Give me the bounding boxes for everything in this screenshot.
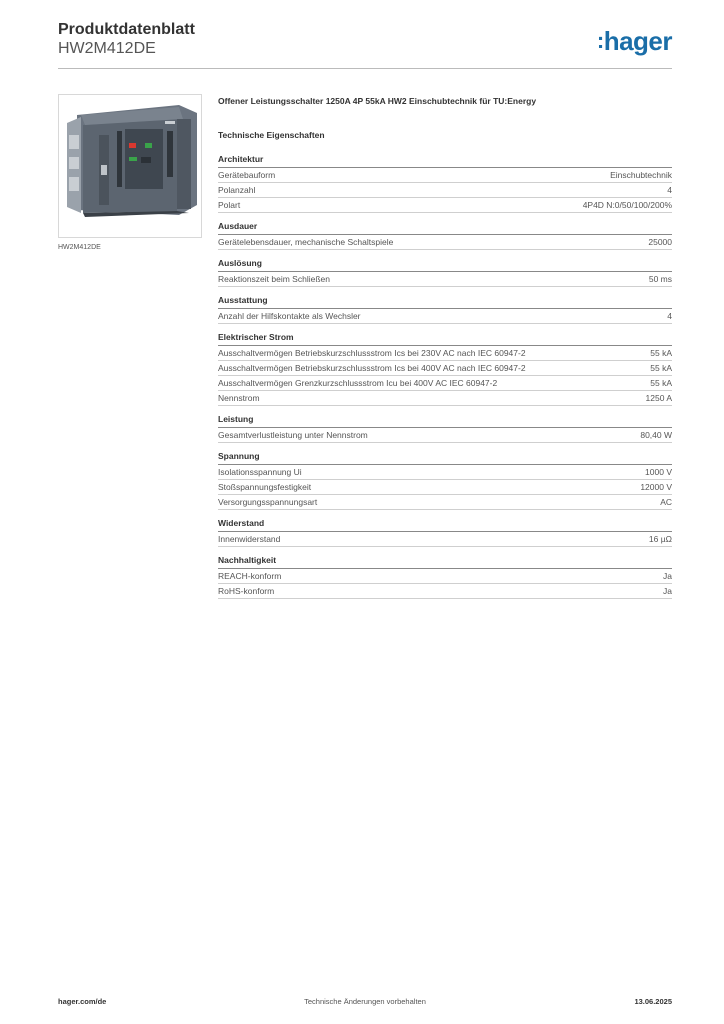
spec-group-title: Nachhaltigkeit — [218, 555, 672, 569]
spec-row — [218, 346, 672, 361]
spec-value: AC — [660, 497, 672, 507]
spec-row — [218, 495, 672, 510]
spec-row — [218, 198, 672, 213]
spec-group — [218, 555, 672, 599]
spec-row — [218, 376, 672, 391]
hager-logo — [597, 26, 672, 57]
spec-label: REACH-konform — [218, 571, 282, 581]
logo-text: hager — [603, 26, 672, 56]
spec-row — [218, 428, 672, 443]
spec-label: Anzahl der Hilfskontakte als Wechsler — [218, 311, 361, 321]
document-subtitle: HW2M412DE — [58, 40, 156, 57]
spec-label: Reaktionszeit beim Schließen — [218, 274, 330, 284]
spec-group — [218, 154, 672, 213]
spec-row — [218, 272, 672, 287]
spec-group-title: Widerstand — [218, 518, 672, 532]
spec-group — [218, 451, 672, 510]
spec-value: 4P4D N:0/50/100/200% — [582, 200, 672, 210]
spec-group — [218, 332, 672, 406]
spec-value: 25000 — [648, 237, 672, 247]
spec-value: 12000 V — [640, 482, 672, 492]
spec-value: 4 — [667, 185, 672, 195]
spec-group-title: Ausdauer — [218, 221, 672, 235]
circuit-breaker-image — [59, 95, 201, 237]
spec-row — [218, 584, 672, 599]
spec-label: Ausschaltvermögen Grenzkurzschlussstrom Icu bei 400V AC IEC 60947-2 — [218, 378, 498, 388]
spec-value: 4 — [667, 311, 672, 321]
spec-row — [218, 183, 672, 198]
spec-value: 55 kA — [650, 348, 672, 358]
spec-label: Polart — [218, 200, 241, 210]
spec-row — [218, 480, 672, 495]
spec-label: RoHS-konform — [218, 586, 275, 596]
spec-row — [218, 361, 672, 376]
spec-label: Stoßspannungsfestigkeit — [218, 482, 312, 492]
footer-date: 13.06.2025 — [634, 997, 672, 1006]
spec-value: 55 kA — [650, 378, 672, 388]
spec-label: Gesamtverlustleistung unter Nennstrom — [218, 430, 368, 440]
spec-group-title: Leistung — [218, 414, 672, 428]
spec-row — [218, 465, 672, 480]
footer-disclaimer: Technische Änderungen vorbehalten — [304, 997, 426, 1006]
product-description: Offener Leistungsschalter 1250A 4P 55kA HW2 Einschubtechnik für TU:Energy — [218, 96, 537, 106]
spec-group — [218, 258, 672, 287]
spec-value: 80,40 W — [640, 430, 672, 440]
spec-group — [218, 295, 672, 324]
spec-label: Nennstrom — [218, 393, 260, 403]
spec-label: Polanzahl — [218, 185, 256, 195]
spec-label: Versorgungsspannungsart — [218, 497, 318, 507]
spec-value: Ja — [663, 571, 672, 581]
spec-row — [218, 391, 672, 406]
spec-value: 1000 V — [645, 467, 672, 477]
spec-value: 50 ms — [648, 274, 672, 284]
spec-group — [218, 414, 672, 443]
spec-label: Ausschaltvermögen Betriebskurzschlussstrom Ics bei 400V AC nach IEC 60947-2 — [218, 363, 526, 373]
spec-value: 16 µΩ — [648, 534, 672, 544]
header-divider — [58, 68, 672, 69]
spec-row — [218, 569, 672, 584]
spec-value: Ja — [663, 586, 672, 596]
spec-label: Ausschaltvermögen Betriebskurzschlussstrom Ics bei 230V AC nach IEC 60947-2 — [218, 348, 526, 358]
spec-group — [218, 518, 672, 547]
product-image — [58, 94, 202, 238]
spec-row — [218, 532, 672, 547]
image-caption: HW2M412DE — [58, 244, 101, 251]
spec-group — [218, 221, 672, 250]
spec-row — [218, 168, 672, 183]
spec-label: Gerätebauform — [218, 170, 276, 180]
spec-group-title: Architektur — [218, 154, 672, 168]
spec-groups — [218, 154, 672, 599]
spec-label: Innenwiderstand — [218, 534, 281, 544]
document-title: Produktdatenblatt — [58, 21, 195, 38]
spec-group-title: Elektrischer Strom — [218, 332, 672, 346]
spec-row — [218, 309, 672, 324]
spec-group-title: Spannung — [218, 451, 672, 465]
spec-row — [218, 235, 672, 250]
spec-label: Isolationsspannung Ui — [218, 467, 302, 477]
spec-group-title: Ausstattung — [218, 295, 672, 309]
spec-label: Gerätelebensdauer, mechanische Schaltspiele — [218, 237, 394, 247]
spec-value: 1250 A — [645, 393, 672, 403]
spec-value: Einschubtechnik — [610, 170, 672, 180]
footer-website[interactable]: hager.com/de — [58, 997, 107, 1006]
document-header — [58, 20, 195, 58]
spec-group-title: Auslösung — [218, 258, 672, 272]
logo-dots: : — [596, 28, 604, 53]
specifications — [218, 96, 672, 607]
section-title: Technische Eigenschaften — [218, 130, 325, 140]
spec-value: 55 kA — [650, 363, 672, 373]
